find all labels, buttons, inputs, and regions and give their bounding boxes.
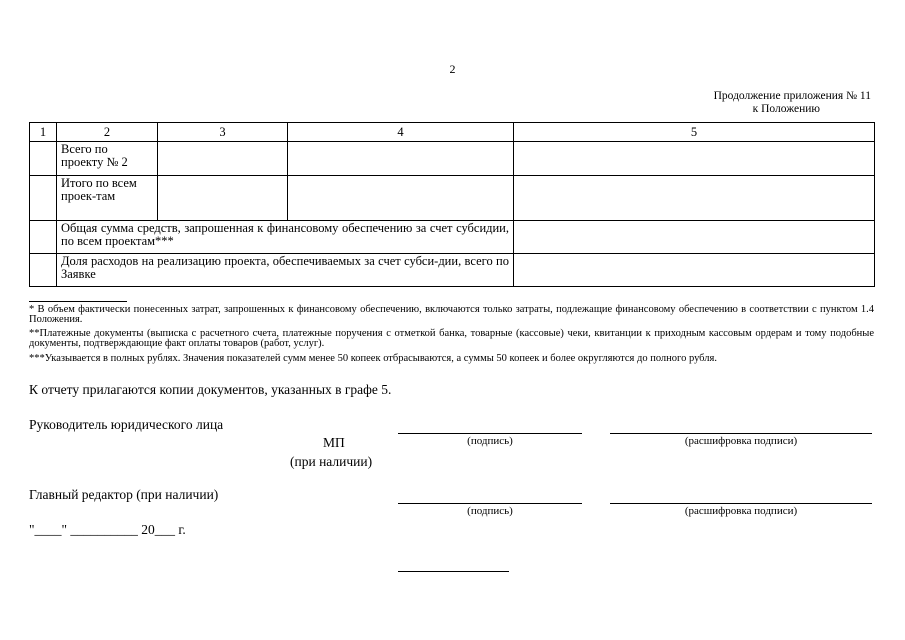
head-label: Руководитель юридического лица xyxy=(29,417,224,432)
table-cell xyxy=(30,142,57,176)
footnote-text: **Платежные документы (выписка с расчетного счета, платежные поручения с отметкой банка, товарные (кассовые) чеки, квитанции к приходным кассовым ордерам и тому подобные документы, подтверждающие факт оплаты товаров (работ, услуг). xyxy=(29,328,874,349)
column-header: 5 xyxy=(514,123,875,142)
row-label: Итого по всем проек-там xyxy=(57,176,158,221)
table-cell xyxy=(514,254,875,287)
footnote-divider xyxy=(29,301,127,302)
appendix-continuation xyxy=(714,90,871,116)
head-signature-line[interactable] xyxy=(398,433,582,434)
column-header: 2 xyxy=(57,123,158,142)
page-number: 2 xyxy=(449,62,456,76)
footnote-text: ***Указывается в полных рублях. Значения показателей сумм менее 50 копеек отбрасываются, а суммы 50 копеек и более округляются до полного рубля. xyxy=(29,353,717,364)
date-line: "____" __________ 20___ г. xyxy=(29,522,186,537)
expenses-table xyxy=(29,122,875,287)
table-cell xyxy=(158,176,288,221)
column-header: 4 xyxy=(288,123,514,142)
table-cell xyxy=(288,176,514,221)
footnote-text: * В объем фактически понесенных затрат, запрошенных к финансовому обеспечению, включаются только затраты, подлежащие финансовому обеспечению в соответствии с пунктом 1.4 Положения. xyxy=(29,304,874,325)
table-cell xyxy=(514,176,875,221)
column-header: 3 xyxy=(158,123,288,142)
signature-caption: (подпись) xyxy=(467,435,513,447)
row-label: Всего по проекту № 2 xyxy=(57,142,158,176)
stamp-note: (при наличии) xyxy=(290,454,373,469)
editor-label: Главный редактор (при наличии) xyxy=(29,487,219,502)
attachment-note: К отчету прилагаются копии документов, указанных в графе 5. xyxy=(29,382,392,397)
table-row xyxy=(30,142,875,176)
editor-decode-line[interactable] xyxy=(610,503,872,504)
footnote-3 xyxy=(29,354,874,364)
table-cell xyxy=(288,142,514,176)
table-cell xyxy=(30,176,57,221)
table-cell xyxy=(514,142,875,176)
row-label: Общая сумма средств, запрошенная к финансовому обеспечению за счет субсидии, по всем проектам*** xyxy=(57,221,514,254)
table-row xyxy=(30,221,875,254)
footnote-1 xyxy=(29,305,874,325)
table-cell xyxy=(30,221,57,254)
column-header: 1 xyxy=(30,123,57,142)
table-row xyxy=(30,254,875,287)
decode-caption: (расшифровка подписи) xyxy=(684,435,798,447)
signature-caption: (подпись) xyxy=(467,505,513,517)
head-decode-line[interactable] xyxy=(610,433,872,434)
decode-caption: (расшифровка подписи) xyxy=(684,505,798,517)
appendix-line-2: к Положению xyxy=(752,103,820,115)
table-cell xyxy=(158,142,288,176)
table-cell xyxy=(30,254,57,287)
stamp-label: МП xyxy=(323,435,345,450)
table-cell xyxy=(514,221,875,254)
footnote-2 xyxy=(29,329,874,349)
editor-signature-line[interactable] xyxy=(398,503,582,504)
table-header-row xyxy=(30,123,875,142)
bottom-line xyxy=(398,571,509,572)
row-label: Доля расходов на реализацию проекта, обеспечиваемых за счет субси-дии, всего по Заявке xyxy=(57,254,514,287)
table-row xyxy=(30,176,875,221)
appendix-line-1: Продолжение приложения № 11 xyxy=(713,90,871,102)
